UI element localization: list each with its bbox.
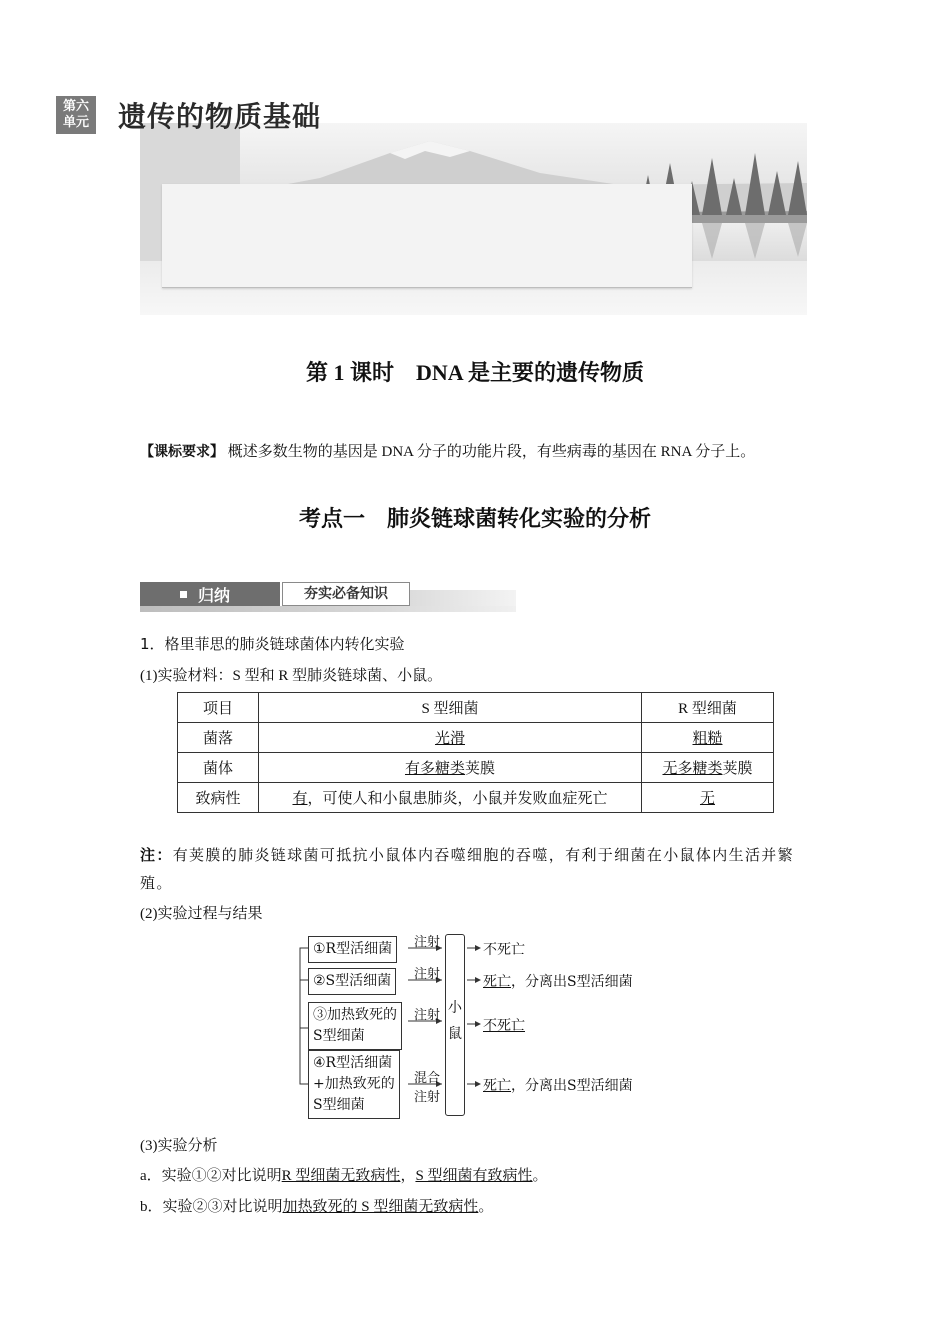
analysis-b: b．实验②③对比说明加热致死的 S 型细菌无致病性。 [140,1199,494,1215]
note-paragraph [140,842,816,898]
table-cell [259,723,642,753]
requirement-tag: 【课标要求】 [140,444,224,460]
mouse-box: 小 鼠 [445,934,465,1116]
table-cell: 菌落 [178,723,259,753]
table-row [178,723,774,753]
blank-answer: 有 [292,791,308,807]
inject-label: 注射 [414,935,441,950]
heading-griffith-experiment: 1．格里菲思的肺炎链球菌体内转化实验 [140,635,405,653]
result-2: 死亡，分离出S型活细菌 [483,974,633,990]
inject-label: 注射 [414,967,441,982]
result-3: 不死亡 [483,1018,525,1034]
group-2-box: ②S型活细菌 [308,968,396,995]
analysis-heading: (3)实验分析 [140,1138,218,1154]
blank-answer: 粗糙 [692,731,723,747]
analysis-a: a．实验①②对比说明R 型细菌无致病性，S 型细菌有致病性。 [140,1168,548,1184]
table-cell: 致病性 [178,783,259,813]
lesson-title: 第 1 课时 DNA 是主要的遗传物质 [306,360,644,385]
section-bar [140,582,516,612]
blank-answer: S 型细菌有致病性 [415,1168,533,1184]
table-cell: 无多糖类荚膜 [642,753,774,783]
section-subtitle: 夯实必备知识 [282,582,410,606]
unit-title: 遗传的物质基础 [118,100,322,133]
point-title: 考点一 肺炎链球菌转化实验的分析 [298,506,651,531]
table-header-cell: S 型细菌 [259,693,642,723]
requirement-text: 概述多数生物的基因是 DNA 分子的功能片段，有些病毒的基因在 RNA 分子上。 [227,444,756,460]
group-1-box: ①R型活细菌 [308,936,397,963]
table-cell: 有多糖类荚膜 [259,753,642,783]
unit-banner [140,123,807,315]
table-cell: 菌体 [178,753,259,783]
table-cell [642,783,774,813]
square-bullet-icon [180,591,187,598]
unit-badge-line2: 单元 [62,115,89,130]
table-header-row [178,693,774,723]
group-3-box: ③加热致死的 S型细菌 [308,1002,402,1050]
unit-badge-line1: 第六 [62,99,89,114]
table-row [178,753,774,783]
blank-answer: 加热致死的 S 型细菌无致病性 [282,1199,479,1215]
process-heading: (2)实验过程与结果 [140,906,263,922]
table-header-cell: R 型细菌 [642,693,774,723]
curriculum-requirement [140,440,755,461]
experiment-flow-diagram [290,930,670,1125]
table-row [178,783,774,813]
mix-label: 混合 [414,1071,441,1086]
unit-badge [56,96,96,134]
material-line: (1)实验材料：S 型和 R 型肺炎链球菌、小鼠。 [140,668,443,684]
banner-title-card [162,184,692,288]
group-4-box: ④R型活细菌 +加热致死的 S型细菌 [308,1050,400,1119]
result-1: 不死亡 [483,942,525,958]
blank-answer: R 型细菌无致病性 [281,1168,401,1184]
section-label: 归纳 [198,586,231,605]
blank-answer: 光滑 [434,731,465,747]
result-4: 死亡，分离出S型活细菌 [483,1078,633,1094]
bacteria-comparison-table [177,692,774,813]
table-cell [642,723,774,753]
inject-label: 注射 [414,1090,441,1105]
blank-answer: 无 [699,791,715,807]
table-cell: 有，可使人和小鼠患肺炎，小鼠并发败血症死亡 [259,783,642,813]
note-text: 有荚膜的肺炎链球菌可抵抗小鼠体内吞噬细胞的吞噬，有利于细菌在小鼠体内生活并繁殖。 [140,848,795,892]
table-header-cell: 项目 [178,693,259,723]
blank-answer: 无多糖类 [662,761,723,777]
inject-label: 注射 [414,1008,441,1023]
note-label: 注： [140,848,173,864]
blank-answer: 有多糖类 [404,761,465,777]
